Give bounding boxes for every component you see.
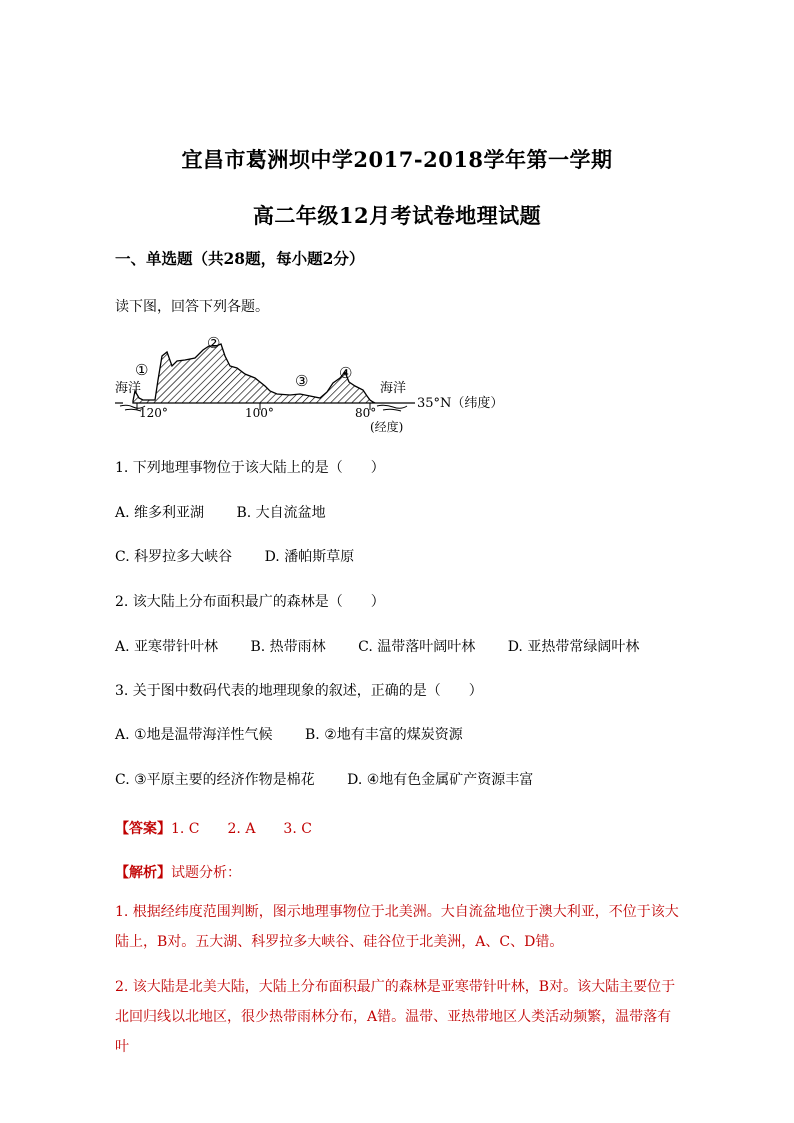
lon-120-label: 120° xyxy=(139,406,168,420)
marker-3: ③ xyxy=(295,372,309,390)
document-title-line2: 高二年级12月考试卷地理试题 xyxy=(252,203,542,228)
analysis-paragraph-2: 2. 该大陆是北美大陆，大陆上分布面积最广的森林是亚寒带针叶林，B对。该大陆主要位于北回归线以北地区，很少热带雨林分布，A错。温带、亚热带地区人类活动频繁，温带落有叶 xyxy=(115,979,676,1055)
section-heading: 一、单选题（共28题，每小题2分） xyxy=(115,249,365,268)
q3-stem: 3. 关于图中数码代表的地理现象的叙述，正确的是（ ） xyxy=(115,683,483,699)
ocean-left-label: 海洋 xyxy=(115,381,142,396)
marker-1: ① xyxy=(135,361,149,379)
lat-label: 35°N（纬度） xyxy=(417,396,504,411)
q3-option-b: B. ②地有丰富的煤炭资源 xyxy=(305,727,463,743)
answer-tag: 【答案】 xyxy=(115,821,171,837)
q1-option-c: C. 科罗拉多大峡谷 xyxy=(115,549,233,565)
answer-text: 1. C 2. A 3. C xyxy=(171,821,312,837)
q2-option-a: A. 亚寒带针叶林 xyxy=(115,639,219,655)
analysis-line xyxy=(115,858,241,888)
document-title-line1: 宜昌市葛洲坝中学2017-2018学年第一学期 xyxy=(181,147,613,172)
ocean-right-label: 海洋 xyxy=(380,381,407,396)
q1-option-b: B. 大自流盆地 xyxy=(236,505,326,521)
terrain-profile-figure xyxy=(115,328,515,438)
lon-100-label: 100° xyxy=(245,406,274,420)
q1-option-d: D. 潘帕斯草原 xyxy=(264,549,355,565)
answer-line xyxy=(115,814,312,844)
q1-options-row1 xyxy=(115,502,354,522)
lon-caption: (经度) xyxy=(370,420,404,434)
q1-options-row2 xyxy=(115,546,382,566)
q3-option-a: A. ①地是温带海洋性气候 xyxy=(115,727,273,743)
marker-4: ④ xyxy=(339,364,353,382)
marker-2: ② xyxy=(207,334,221,352)
q3-options-row1 xyxy=(115,724,491,744)
lon-80-label: 80° xyxy=(355,406,377,420)
q1-stem: 1. 下列地理事物位于该大陆上的是（ ） xyxy=(115,460,385,476)
analysis-paragraph-1: 1. 根据经纬度范围判断，图示地理事物位于北美洲。大自流盆地位于澳大利亚，不位于该大陆上，B对。五大湖、科罗拉多大峡谷、硅谷位于北美洲，A、C、D错。 xyxy=(115,904,679,950)
q2-stem: 2. 该大陆上分布面积最广的森林是（ ） xyxy=(115,594,385,610)
analysis-tag: 【解析】 xyxy=(115,865,171,881)
intro-text: 读下图，回答下列各题。 xyxy=(115,299,269,315)
q2-option-d: D. 亚热带常绿阔叶林 xyxy=(507,639,640,655)
q3-options-row2 xyxy=(115,769,561,789)
q2-options-row xyxy=(115,636,667,656)
q1-option-a: A. 维多利亚湖 xyxy=(115,505,205,521)
q3-option-d: D. ④地有色金属矿产资源丰富 xyxy=(347,772,534,788)
q2-option-c: C. 温带落叶阔叶林 xyxy=(358,639,476,655)
q3-option-c: C. ③平原主要的经济作物是棉花 xyxy=(115,772,315,788)
q2-option-b: B. 热带雨林 xyxy=(250,639,326,655)
analysis-intro: 试题分析： xyxy=(171,865,241,881)
